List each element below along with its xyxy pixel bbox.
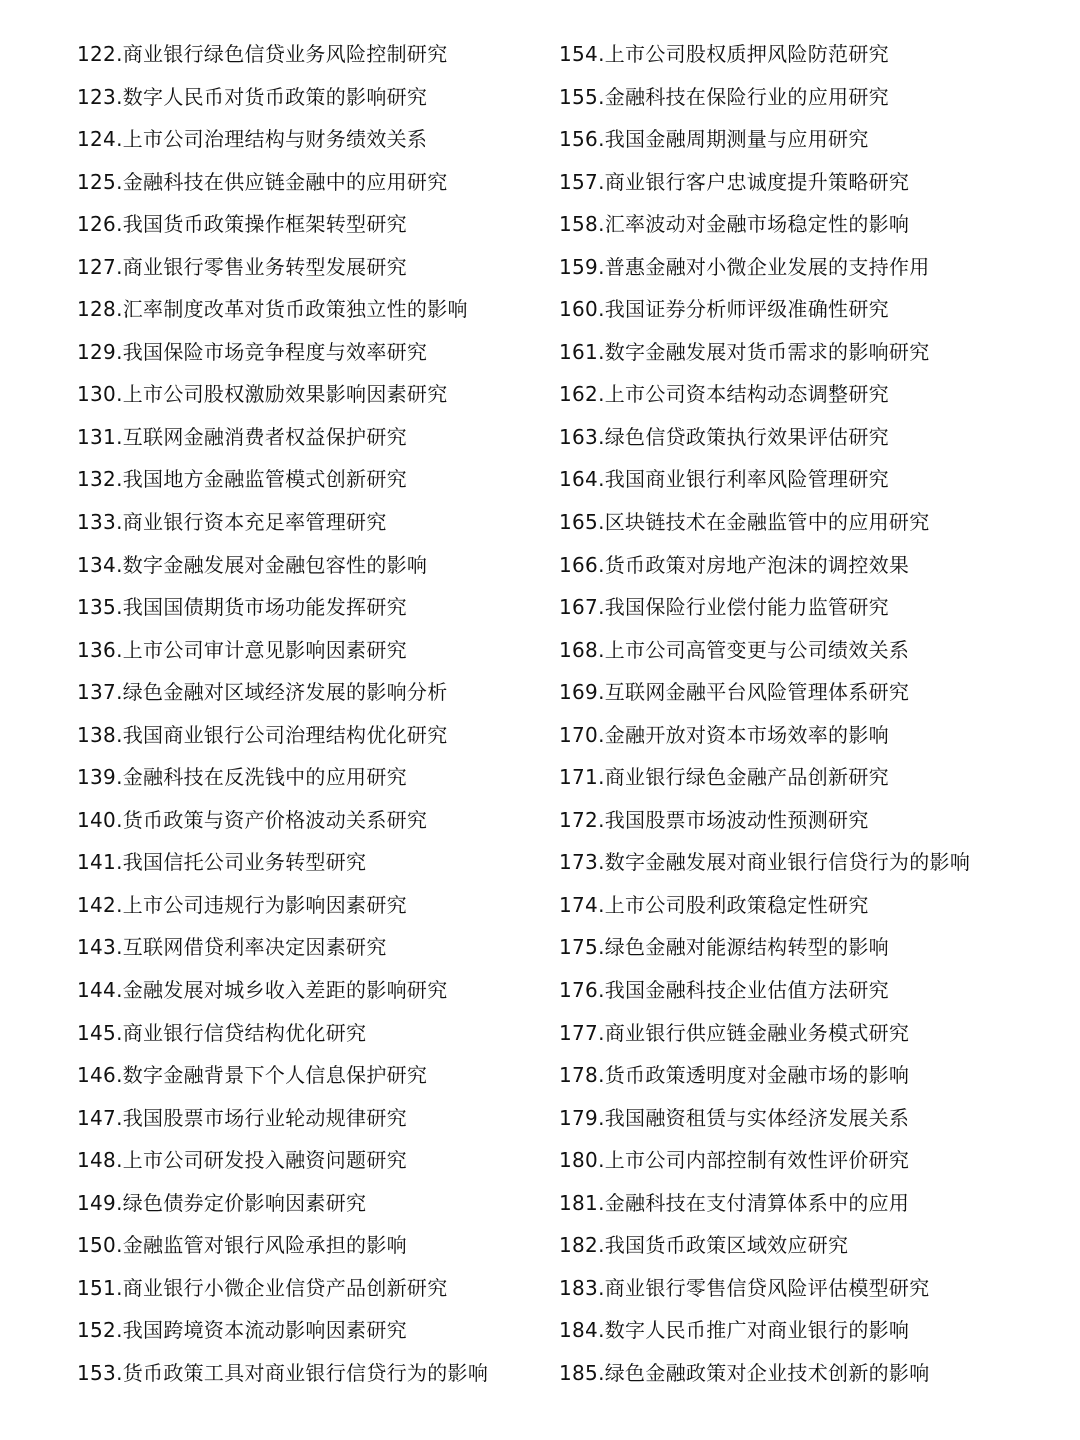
- list-item: 125.金融科技在供应链金融中的应用研究: [77, 169, 448, 194]
- list-item: 153.货币政策工具对商业银行信贷行为的影响: [77, 1360, 489, 1385]
- list-item: 161.数字金融发展对货币需求的影响研究: [559, 339, 930, 364]
- list-item: 139.金融科技在反洗钱中的应用研究: [77, 765, 407, 790]
- list-item: 174.上市公司股利政策稳定性研究: [559, 892, 869, 917]
- list-item: 157.商业银行客户忠诚度提升策略研究: [559, 169, 910, 194]
- list-item: 146.数字金融背景下个人信息保护研究: [77, 1063, 428, 1088]
- list-item: 141.我国信托公司业务转型研究: [77, 850, 367, 875]
- list-item: 163.绿色信贷政策执行效果评估研究: [559, 424, 889, 449]
- list-item: 175.绿色金融对能源结构转型的影响: [559, 935, 889, 960]
- list-item: 145.商业银行信贷结构优化研究: [77, 1020, 367, 1045]
- list-item: 137.绿色金融对区域经济发展的影响分析: [77, 680, 448, 705]
- list-item: 166.货币政策对房地产泡沫的调控效果: [559, 552, 910, 577]
- list-item: 147.我国股票市场行业轮动规律研究: [77, 1105, 407, 1130]
- list-item: 183.商业银行零售信贷风险评估模型研究: [559, 1275, 930, 1300]
- list-item: 162.上市公司资本结构动态调整研究: [559, 382, 889, 407]
- list-item: 165.区块链技术在金融监管中的应用研究: [559, 510, 930, 535]
- list-item: 149.绿色债券定价影响因素研究: [77, 1190, 367, 1215]
- list-item: 150.金融监管对银行风险承担的影响: [77, 1233, 407, 1258]
- list-item: 164.我国商业银行利率风险管理研究: [559, 467, 889, 492]
- list-item: 151.商业银行小微企业信贷产品创新研究: [77, 1275, 448, 1300]
- list-item: 154.上市公司股权质押风险防范研究: [559, 42, 889, 66]
- list-item: 131.互联网金融消费者权益保护研究: [77, 424, 407, 449]
- list-item: 182.我国货币政策区域效应研究: [559, 1233, 849, 1258]
- list-item: 138.我国商业银行公司治理结构优化研究: [77, 722, 448, 747]
- list-item: 156.我国金融周期测量与应用研究: [559, 127, 869, 152]
- list-item: 129.我国保险市场竞争程度与效率研究: [77, 339, 428, 364]
- list-item: 160.我国证券分析师评级准确性研究: [559, 297, 889, 322]
- list-item: 184.数字人民币推广对商业银行的影响: [559, 1318, 910, 1343]
- list-item: 148.上市公司研发投入融资问题研究: [77, 1148, 407, 1173]
- list-item: 170.金融开放对资本市场效率的影响: [559, 722, 889, 747]
- topic-list-left: [77, 33, 547, 1395]
- list-item: 130.上市公司股权激励效果影响因素研究: [77, 382, 448, 407]
- list-item: 136.上市公司审计意见影响因素研究: [77, 637, 407, 662]
- list-item: 124.上市公司治理结构与财务绩效关系: [77, 127, 428, 152]
- list-item: 132.我国地方金融监管模式创新研究: [77, 467, 407, 492]
- list-item: 167.我国保险行业偿付能力监管研究: [559, 595, 889, 620]
- list-item: 126.我国货币政策操作框架转型研究: [77, 212, 407, 237]
- list-item: 169.互联网金融平台风险管理体系研究: [559, 680, 910, 705]
- list-item: 140.货币政策与资产价格波动关系研究: [77, 807, 428, 832]
- list-item: 123.数字人民币对货币政策的影响研究: [77, 84, 428, 109]
- list-item: 143.互联网借贷利率决定因素研究: [77, 935, 387, 960]
- list-item: 133.商业银行资本充足率管理研究: [77, 510, 387, 535]
- list-item: 171.商业银行绿色金融产品创新研究: [559, 765, 889, 790]
- list-item: 176.我国金融科技企业估值方法研究: [559, 978, 889, 1003]
- list-item: 159.普惠金融对小微企业发展的支持作用: [559, 254, 930, 279]
- list-item: 172.我国股票市场波动性预测研究: [559, 807, 869, 832]
- list-item: 144.金融发展对城乡收入差距的影响研究: [77, 978, 448, 1003]
- list-item: 168.上市公司高管变更与公司绩效关系: [559, 637, 910, 662]
- list-item: 134.数字金融发展对金融包容性的影响: [77, 552, 428, 577]
- list-item: 180.上市公司内部控制有效性评价研究: [559, 1148, 910, 1173]
- list-item: 173.数字金融发展对商业银行信贷行为的影响: [559, 850, 971, 875]
- topic-list-right: [559, 33, 1059, 1395]
- list-item: 127.商业银行零售业务转型发展研究: [77, 254, 407, 279]
- list-item: 152.我国跨境资本流动影响因素研究: [77, 1318, 407, 1343]
- list-item: 155.金融科技在保险行业的应用研究: [559, 84, 889, 109]
- list-item: 128.汇率制度改革对货币政策独立性的影响: [77, 297, 468, 322]
- list-item: 142.上市公司违规行为影响因素研究: [77, 892, 407, 917]
- list-item: 179.我国融资租赁与实体经济发展关系: [559, 1105, 910, 1130]
- list-item: 158.汇率波动对金融市场稳定性的影响: [559, 212, 910, 237]
- list-item: 122.商业银行绿色信贷业务风险控制研究: [77, 42, 448, 66]
- list-item: 177.商业银行供应链金融业务模式研究: [559, 1020, 910, 1045]
- list-item: 178.货币政策透明度对金融市场的影响: [559, 1063, 910, 1088]
- list-item: 185.绿色金融政策对企业技术创新的影响: [559, 1360, 930, 1385]
- list-item: 135.我国国债期货市场功能发挥研究: [77, 595, 407, 620]
- list-item: 181.金融科技在支付清算体系中的应用: [559, 1190, 910, 1215]
